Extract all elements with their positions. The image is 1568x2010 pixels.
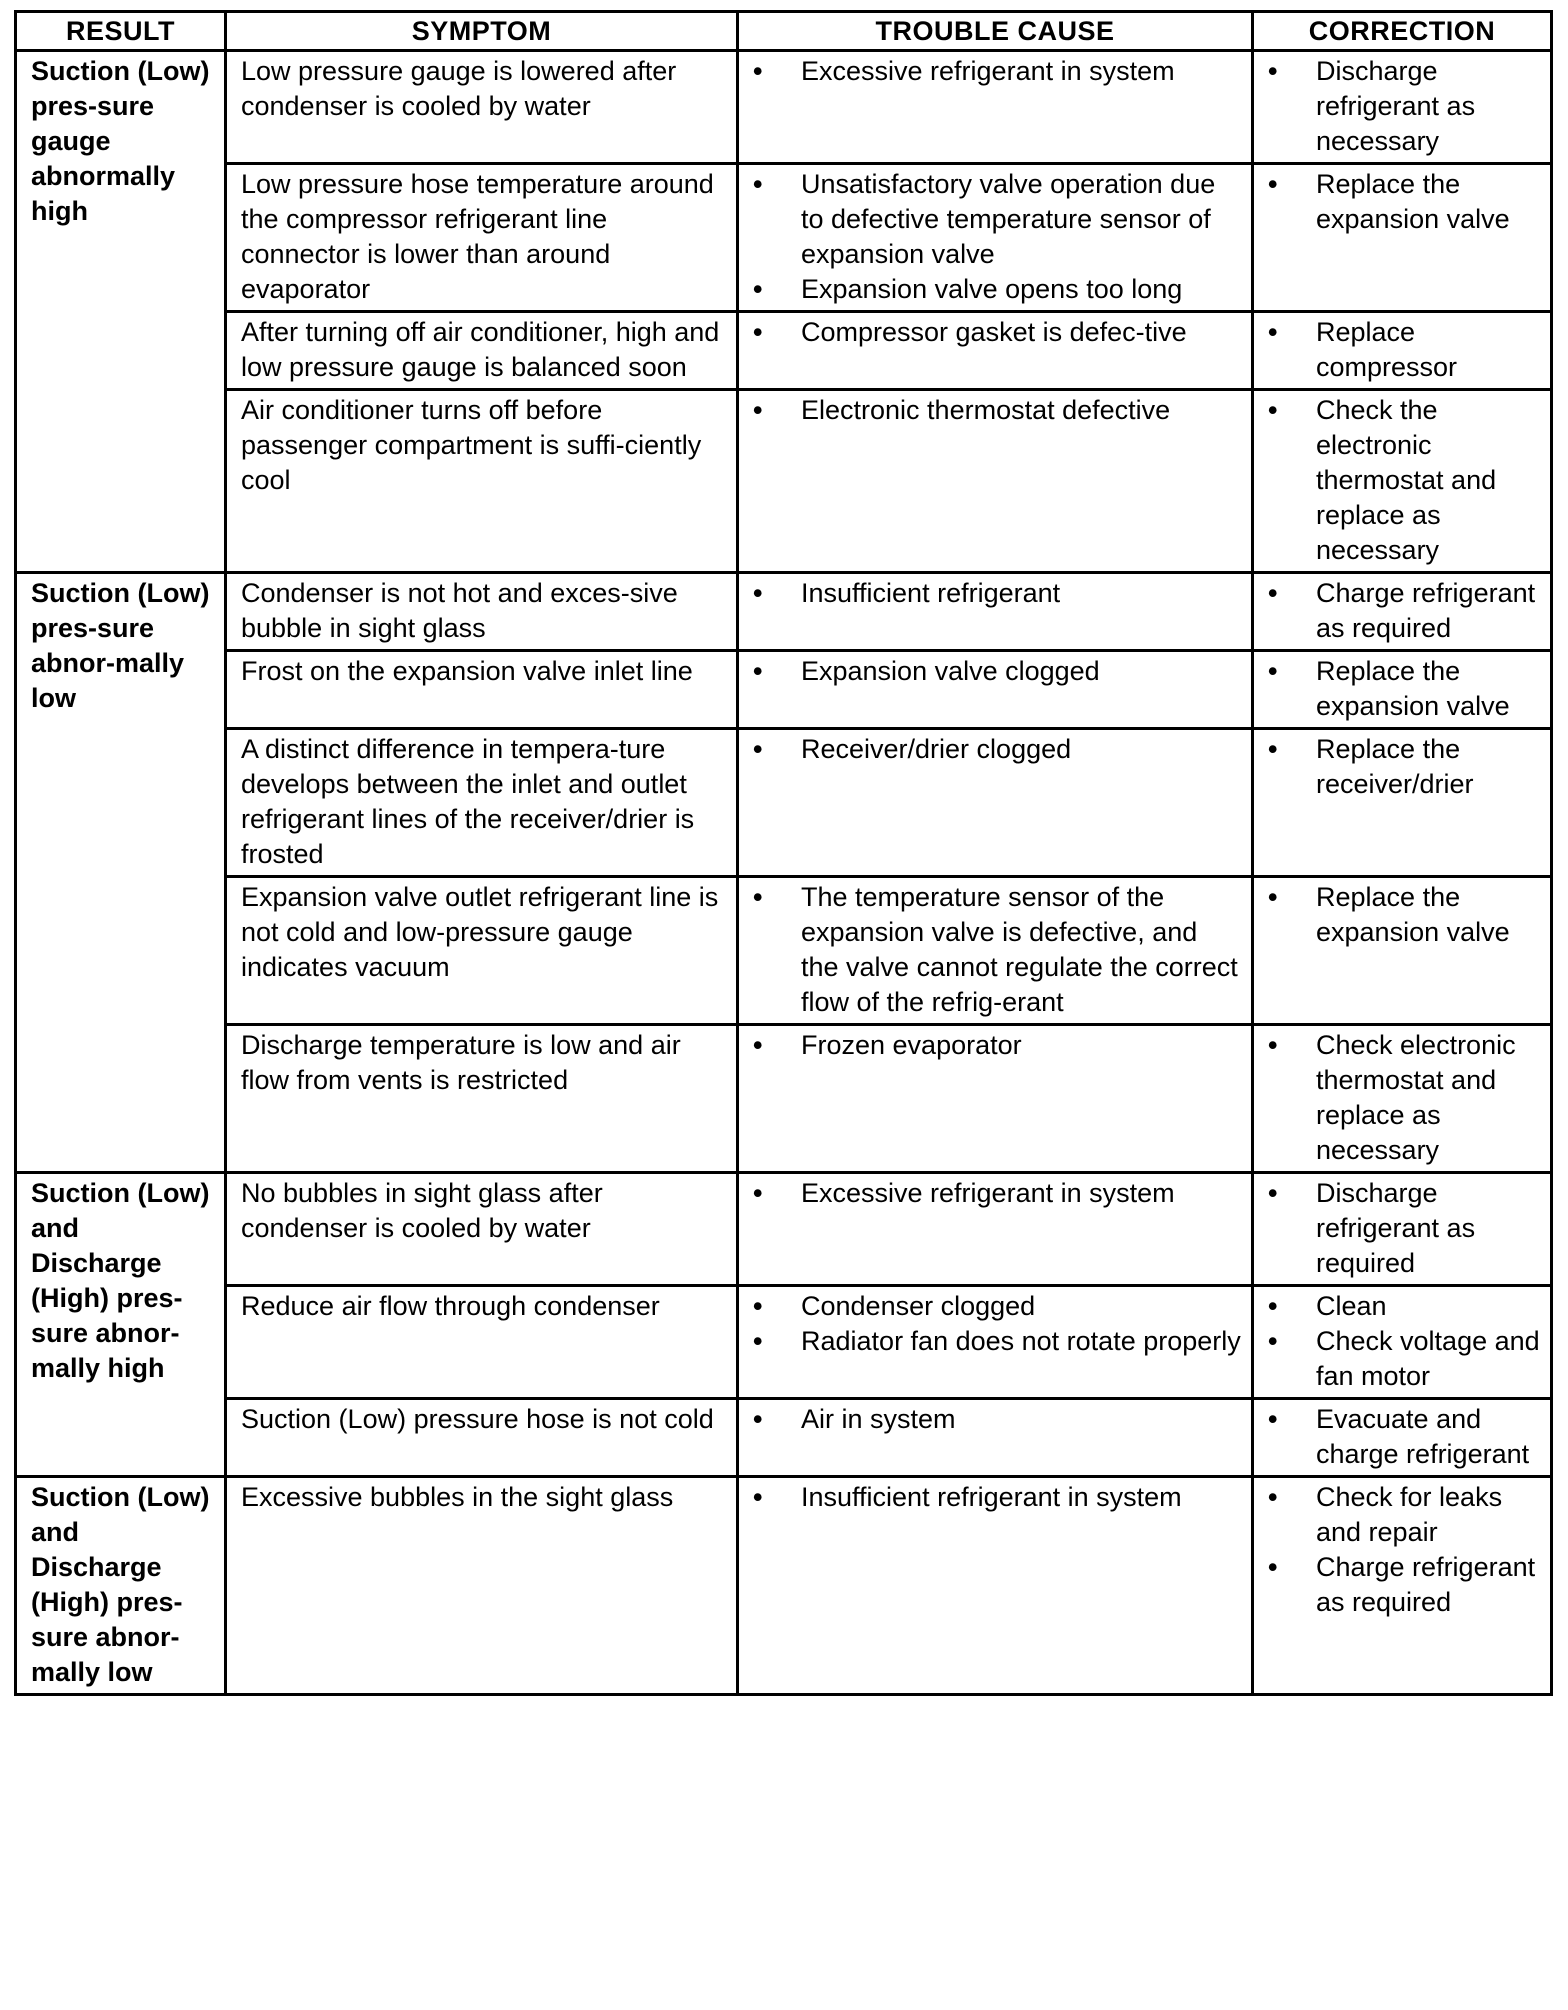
table-row — [16, 1477, 1552, 1695]
correction-cell — [1253, 312, 1552, 390]
correction-cell — [1253, 729, 1552, 877]
cause-item: • Receiver/drier clogged — [753, 732, 1241, 767]
result-cell: Suction (Low) pres-sure gauge abnormally high — [16, 51, 226, 573]
trouble-cause-cell-list — [753, 393, 1241, 428]
trouble-cause-cell-list — [753, 654, 1241, 689]
trouble-cause-cell — [738, 651, 1253, 729]
trouble-cause-cell-list — [753, 732, 1241, 767]
cause-item: • Expansion valve clogged — [753, 654, 1241, 689]
symptom-cell: Discharge temperature is low and air flow from vents is restricted — [226, 1025, 738, 1173]
correction-cell-list — [1268, 167, 1540, 237]
correction-item: • Replace the expansion valve — [1268, 880, 1540, 950]
correction-cell — [1253, 1173, 1552, 1286]
trouble-cause-cell — [738, 164, 1253, 312]
header-symptom: SYMPTOM — [226, 12, 738, 51]
symptom-cell: Low pressure gauge is lowered after condenser is cooled by water — [226, 51, 738, 164]
trouble-cause-cell — [738, 1173, 1253, 1286]
table-body — [16, 51, 1552, 1695]
correction-item: • Check the electronic thermostat and replace as necessary — [1268, 393, 1540, 568]
trouble-cause-cell-list — [753, 1402, 1241, 1437]
correction-cell — [1253, 1399, 1552, 1477]
symptom-cell: Air conditioner turns off before passenger compartment is suffi-ciently cool — [226, 390, 738, 573]
symptom-cell: Low pressure hose temperature around the compressor refrigerant line connector is lower than around evaporator — [226, 164, 738, 312]
cause-item: • Radiator fan does not rotate properly — [753, 1324, 1241, 1359]
header-correction: CORRECTION — [1253, 12, 1552, 51]
correction-cell-list — [1268, 654, 1540, 724]
trouble-cause-cell-list — [753, 880, 1241, 1020]
table-row — [16, 1025, 1552, 1173]
table-row — [16, 51, 1552, 164]
trouble-cause-cell — [738, 390, 1253, 573]
correction-cell-list — [1268, 393, 1540, 568]
table-row — [16, 164, 1552, 312]
correction-item: • Replace the expansion valve — [1268, 654, 1540, 724]
header-result: RESULT — [16, 12, 226, 51]
correction-cell — [1253, 1286, 1552, 1399]
header-trouble-cause: TROUBLE CAUSE — [738, 12, 1253, 51]
table-row — [16, 1399, 1552, 1477]
table-row — [16, 877, 1552, 1025]
trouble-cause-cell — [738, 1286, 1253, 1399]
result-cell: Suction (Low) and Discharge (High) pres-sure abnor-mally low — [16, 1477, 226, 1695]
cause-item: • Excessive refrigerant in system — [753, 54, 1241, 89]
cause-item: • Insufficient refrigerant in system — [753, 1480, 1241, 1515]
troubleshooting-table — [14, 10, 1553, 1696]
correction-item: • Replace compressor — [1268, 315, 1540, 385]
trouble-cause-cell — [738, 51, 1253, 164]
trouble-cause-cell — [738, 729, 1253, 877]
correction-cell-list — [1268, 880, 1540, 950]
table-row — [16, 312, 1552, 390]
correction-cell — [1253, 877, 1552, 1025]
trouble-cause-cell-list — [753, 1176, 1241, 1211]
symptom-cell: Condenser is not hot and exces-sive bubble in sight glass — [226, 573, 738, 651]
correction-cell-list — [1268, 576, 1540, 646]
trouble-cause-cell-list — [753, 1480, 1241, 1515]
trouble-cause-cell — [738, 877, 1253, 1025]
correction-item: • Clean — [1268, 1289, 1540, 1324]
table-row — [16, 573, 1552, 651]
symptom-cell: After turning off air conditioner, high and low pressure gauge is balanced soon — [226, 312, 738, 390]
trouble-cause-cell-list — [753, 54, 1241, 89]
correction-cell-list — [1268, 1176, 1540, 1281]
trouble-cause-cell — [738, 312, 1253, 390]
table-row — [16, 651, 1552, 729]
cause-item: • Frozen evaporator — [753, 1028, 1241, 1063]
trouble-cause-cell — [738, 1477, 1253, 1695]
trouble-cause-cell — [738, 1025, 1253, 1173]
correction-cell-list — [1268, 732, 1540, 802]
correction-cell — [1253, 51, 1552, 164]
correction-cell — [1253, 1025, 1552, 1173]
trouble-cause-cell-list — [753, 167, 1241, 307]
table-row — [16, 1286, 1552, 1399]
trouble-cause-cell-list — [753, 1028, 1241, 1063]
correction-item: • Check electronic thermostat and replace as necessary — [1268, 1028, 1540, 1168]
trouble-cause-cell-list — [753, 1289, 1241, 1359]
cause-item: • Unsatisfactory valve operation due to defective temperature sensor of expansion valve — [753, 167, 1241, 272]
header-row — [16, 12, 1552, 51]
correction-cell-list — [1268, 315, 1540, 385]
result-cell: Suction (Low) and Discharge (High) pres-sure abnor-mally high — [16, 1173, 226, 1477]
symptom-cell: Suction (Low) pressure hose is not cold — [226, 1399, 738, 1477]
correction-cell-list — [1268, 54, 1540, 159]
correction-item: • Evacuate and charge refrigerant — [1268, 1402, 1540, 1472]
correction-cell — [1253, 651, 1552, 729]
symptom-cell: A distinct difference in tempera-ture develops between the inlet and outlet refrigerant lines of the receiver/drier is frosted — [226, 729, 738, 877]
correction-item: • Charge refrigerant as required — [1268, 576, 1540, 646]
correction-cell — [1253, 1477, 1552, 1695]
symptom-cell: Excessive bubbles in the sight glass — [226, 1477, 738, 1695]
correction-cell — [1253, 390, 1552, 573]
correction-cell-list — [1268, 1480, 1540, 1620]
cause-item: • Air in system — [753, 1402, 1241, 1437]
correction-item: • Check voltage and fan motor — [1268, 1324, 1540, 1394]
correction-item: • Check for leaks and repair — [1268, 1480, 1540, 1550]
correction-cell-list — [1268, 1289, 1540, 1394]
cause-item: • The temperature sensor of the expansion valve is defective, and the valve cannot regulate the correct flow of the refrig-erant — [753, 880, 1241, 1020]
table-header — [16, 12, 1552, 51]
cause-item: • Condenser clogged — [753, 1289, 1241, 1324]
correction-cell-list — [1268, 1402, 1540, 1472]
correction-item: • Charge refrigerant as required — [1268, 1550, 1540, 1620]
table-row — [16, 1173, 1552, 1286]
symptom-cell: No bubbles in sight glass after condenser is cooled by water — [226, 1173, 738, 1286]
correction-item: • Replace the receiver/drier — [1268, 732, 1540, 802]
cause-item: • Insufficient refrigerant — [753, 576, 1241, 611]
correction-item: • Discharge refrigerant as necessary — [1268, 54, 1540, 159]
correction-cell — [1253, 573, 1552, 651]
correction-cell-list — [1268, 1028, 1540, 1168]
trouble-cause-cell-list — [753, 576, 1241, 611]
symptom-cell: Reduce air flow through condenser — [226, 1286, 738, 1399]
cause-item: • Electronic thermostat defective — [753, 393, 1241, 428]
cause-item: • Expansion valve opens too long — [753, 272, 1241, 307]
result-cell: Suction (Low) pres-sure abnor-mally low — [16, 573, 226, 1173]
correction-cell — [1253, 164, 1552, 312]
cause-item: • Excessive refrigerant in system — [753, 1176, 1241, 1211]
table-row — [16, 390, 1552, 573]
correction-item: • Replace the expansion valve — [1268, 167, 1540, 237]
cause-item: • Compressor gasket is defec-tive — [753, 315, 1241, 350]
trouble-cause-cell — [738, 573, 1253, 651]
trouble-cause-cell-list — [753, 315, 1241, 350]
correction-item: • Discharge refrigerant as required — [1268, 1176, 1540, 1281]
table-row — [16, 729, 1552, 877]
trouble-cause-cell — [738, 1399, 1253, 1477]
symptom-cell: Expansion valve outlet refrigerant line is not cold and low-pressure gauge indicates vacuum — [226, 877, 738, 1025]
symptom-cell: Frost on the expansion valve inlet line — [226, 651, 738, 729]
